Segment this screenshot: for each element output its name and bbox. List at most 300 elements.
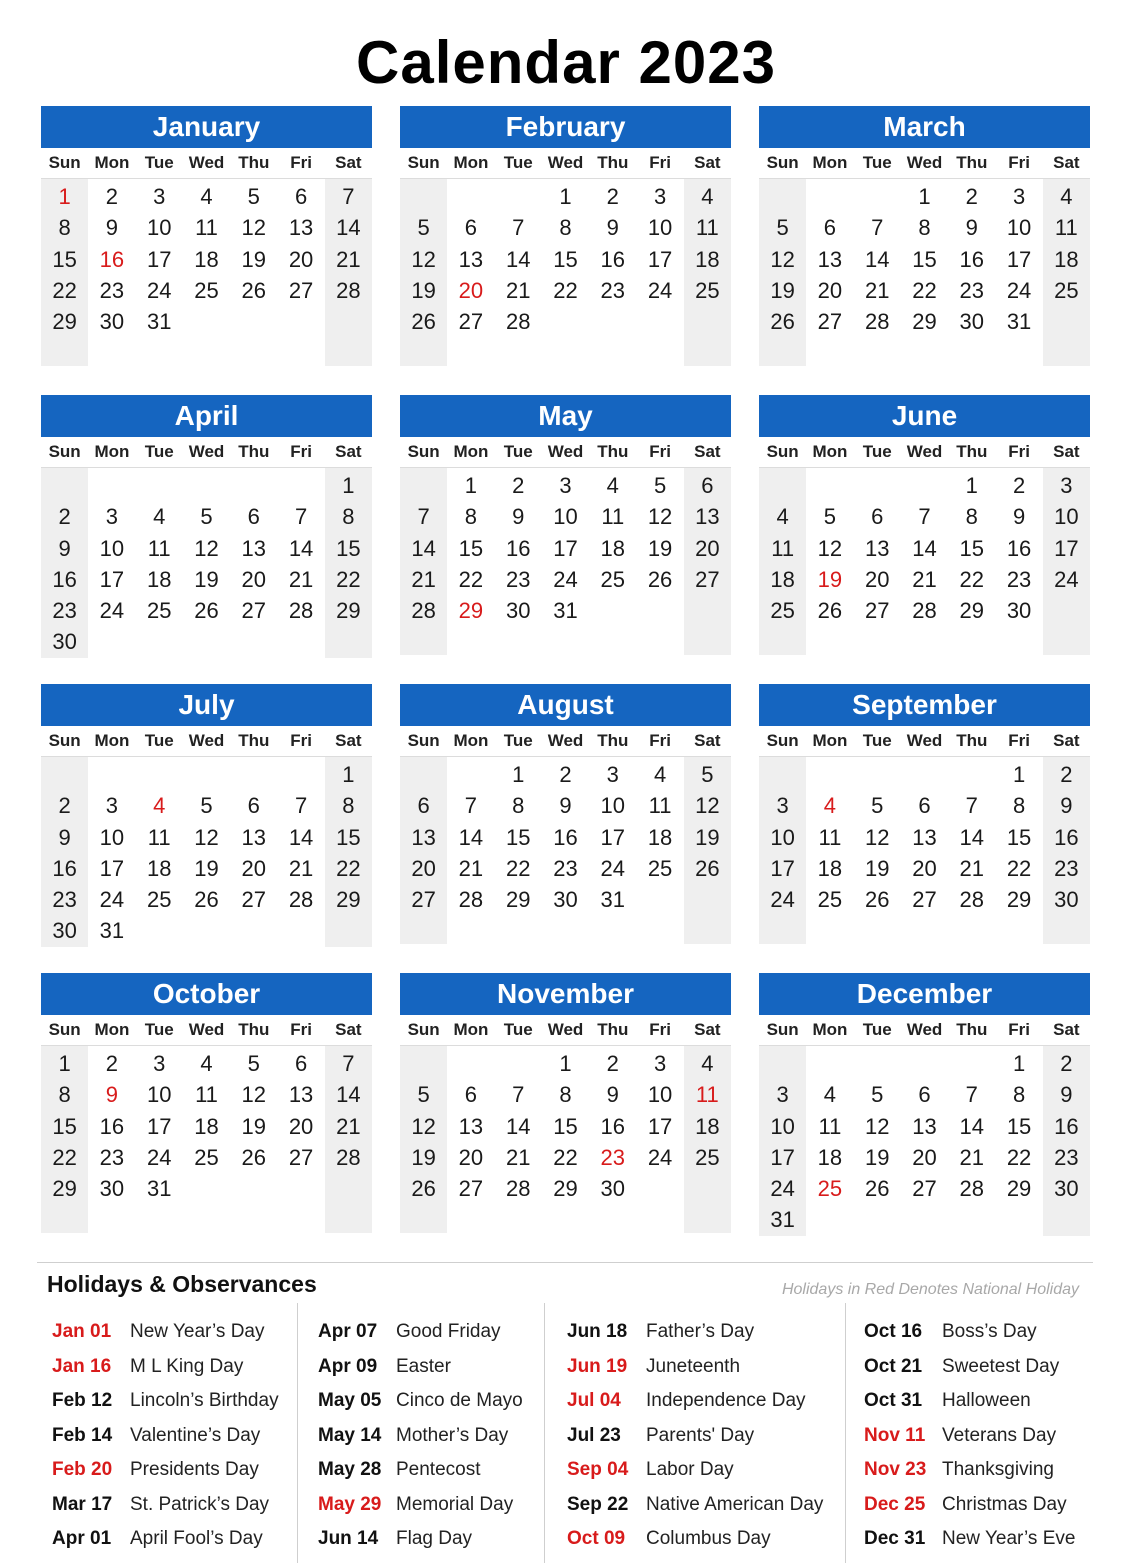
day-cell: 22 [336,855,361,881]
weekday-label: Wed [188,1020,225,1039]
empty-cell [806,470,853,501]
weekday-row [41,148,372,179]
day-cell: 11 [695,1082,719,1108]
day-cell: 16 [959,246,985,272]
holiday-name: Labor Day [646,1459,734,1480]
day-cell: 3 [1012,184,1026,209]
day-cell: 9 [606,215,619,241]
day-cell: 9 [1060,1082,1073,1108]
holiday-row [298,1384,544,1419]
day-cell: 26 [647,566,673,592]
day-cell: 17 [600,824,626,850]
weekday-label: Thu [956,1020,988,1039]
day-cell: 20 [458,1144,484,1170]
holiday-date: Dec 25 [864,1493,926,1515]
day-grid [759,757,1090,944]
weekday-label: Wed [547,731,584,750]
weekday-label: Sun [48,1020,81,1039]
day-cell: 1 [1012,1051,1026,1076]
day-cell: 6 [417,793,430,819]
day-cell: 29 [52,1176,77,1202]
day-cell: 23 [600,277,626,303]
day-cell: 28 [336,277,361,303]
day-cell: 22 [458,566,484,592]
day-cell: 3 [153,184,166,209]
day-cell: 25 [146,887,172,913]
day-cell: 7 [342,184,355,209]
day-cell: 13 [411,824,436,850]
empty-cell [400,759,447,790]
day-cell: 1 [918,184,931,209]
empty-cell [854,181,901,212]
day-cell: 6 [823,215,837,241]
day-cell: 28 [505,309,531,335]
day-cell: 3 [776,1082,789,1108]
month-header: January [41,106,372,148]
weekday-label: Tue [862,1020,892,1039]
weekday-row [759,148,1090,179]
day-cell: 28 [288,598,314,624]
day-cell: 21 [959,1144,985,1170]
weekday-label: Mon [453,442,489,461]
holiday-date: May 14 [318,1424,382,1446]
day-cell: 31 [99,918,125,944]
day-cell: 25 [695,277,720,303]
day-cell: 16 [52,855,77,881]
day-cell: 19 [770,277,795,303]
day-cell: 30 [600,1176,626,1202]
holiday-date: Jul 23 [567,1424,621,1446]
day-cell: 27 [288,1144,314,1170]
day-cell: 4 [153,504,166,530]
day-cell: 20 [817,277,843,303]
day-cell: 21 [912,566,937,592]
day-cell: 6 [918,1082,931,1108]
day-cell: 14 [505,246,531,272]
day-cell: 27 [817,309,843,335]
day-cell: 26 [241,277,267,303]
day-cell: 20 [912,1144,937,1170]
day-cell: 14 [864,246,890,272]
weekday-label: Wed [906,731,943,750]
day-cell: 11 [648,793,672,819]
weekday-label: Thu [597,153,629,172]
day-cell: 2 [58,504,71,530]
weekday-label: Tue [503,731,533,750]
weekday-label: Sun [407,442,440,461]
weekday-label: Tue [144,442,174,461]
day-grid [41,1046,372,1233]
day-cell: 30 [505,598,531,624]
day-cell: 10 [647,215,673,241]
holiday-name: Memorial Day [396,1493,514,1515]
day-grid [759,1046,1090,1236]
month-card-february [400,106,731,366]
day-grid [400,1046,731,1233]
day-cell: 7 [342,1051,355,1076]
day-cell: 20 [912,855,937,881]
holiday-name: Thanksgiving [942,1459,1054,1480]
day-cell: 13 [912,824,937,850]
month-card-april [41,395,372,655]
day-cell: 11 [601,504,625,530]
day-cell: 5 [776,215,789,241]
weekday-label: Mon [453,153,489,172]
empty-cell [447,1048,494,1079]
holiday-date: Apr 09 [318,1355,378,1377]
holiday-name: Pentecost [396,1459,481,1480]
day-cell: 24 [553,566,578,592]
day-cell: 30 [52,918,77,944]
day-cell: 1 [559,1051,572,1076]
day-cell: 18 [817,855,843,881]
day-cell: 9 [105,1082,119,1108]
holiday-name: Columbus Day [646,1528,771,1549]
day-cell: 19 [647,535,673,561]
holiday-name: Presidents Day [130,1459,259,1480]
weekday-label: Thu [238,1020,270,1039]
day-cell: 24 [1006,277,1032,303]
day-cell: 5 [247,1051,260,1076]
holiday-name: Sweetest Day [942,1355,1060,1377]
day-cell: 17 [146,246,172,272]
holiday-date: May 28 [318,1459,382,1480]
day-cell: 13 [817,246,843,272]
day-cell: 3 [606,762,619,787]
day-cell: 4 [776,504,789,530]
day-cell: 18 [194,246,219,272]
weekday-label: Wed [547,153,584,172]
day-cell: 16 [600,1113,626,1139]
day-cell: 27 [864,598,890,624]
day-cell: 7 [464,793,478,819]
day-cell: 25 [1054,277,1079,303]
weekday-label: Sun [48,442,81,461]
day-cell: 17 [1006,246,1032,272]
holiday-row [846,1522,1093,1557]
holiday-name: Veterans Day [942,1424,1057,1446]
holiday-name: Easter [396,1355,451,1377]
day-cell: 21 [336,246,361,272]
weekday-label: Fri [1008,442,1030,461]
holiday-date: Oct 21 [864,1355,923,1377]
day-cell: 10 [99,535,125,561]
day-cell: 2 [606,184,619,209]
day-cell: 1 [58,1051,71,1076]
weekday-label: Sat [335,1020,362,1039]
day-cell: 18 [1054,246,1079,272]
weekday-label: Thu [238,731,270,750]
day-cell: 26 [241,1144,267,1170]
day-cell: 17 [647,1113,673,1139]
weekday-label: Mon [94,153,130,172]
holiday-date: Jan 01 [52,1321,112,1342]
day-cell: 24 [146,277,172,303]
day-cell: 26 [194,598,219,624]
day-cell: 7 [965,1082,978,1108]
holiday-name: Father’s Day [646,1321,755,1342]
day-cell: 31 [770,1207,795,1233]
day-cell: 15 [553,1113,578,1139]
day-cell: 4 [823,793,837,819]
day-cell: 12 [241,215,267,241]
weekday-label: Wed [906,1020,943,1039]
day-cell: 2 [512,473,525,498]
weekday-label: Fri [1008,153,1030,172]
day-cell: 21 [288,855,314,881]
day-cell: 30 [959,309,985,335]
day-cell: 7 [294,504,308,530]
month-header: October [41,973,372,1015]
holiday-name: Parents' Day [646,1424,755,1446]
day-cell: 2 [105,1051,119,1076]
weekday-label: Fri [649,153,671,172]
day-cell: 14 [959,1113,985,1139]
day-cell: 31 [146,309,172,335]
day-cell: 10 [647,1082,673,1108]
weekday-label: Wed [188,153,225,172]
day-cell: 24 [99,598,125,624]
month-header: May [400,395,731,437]
day-cell: 6 [871,504,884,530]
day-cell: 2 [1060,1051,1073,1076]
day-cell: 9 [606,1082,619,1108]
day-cell: 11 [818,824,842,850]
day-cell: 9 [512,504,525,530]
empty-cell [277,759,324,790]
weekday-row [759,437,1090,468]
weekday-label: Wed [906,442,943,461]
holiday-row [545,1419,845,1454]
holiday-column [845,1303,1093,1563]
day-cell: 4 [823,1082,837,1108]
holiday-name: New Year’s Eve [942,1528,1076,1549]
day-cell: 27 [241,598,267,624]
day-cell: 8 [965,504,978,530]
day-cell: 23 [99,277,125,303]
empty-cell [854,759,901,790]
day-cell: 13 [458,246,484,272]
holiday-column [297,1303,544,1563]
holiday-name: Flag Day [396,1528,473,1549]
day-cell: 9 [559,793,572,819]
day-cell: 20 [695,535,720,561]
day-cell: 28 [864,309,890,335]
weekday-label: Sat [694,1020,721,1039]
holiday-row [545,1453,845,1488]
holiday-date: Jun 18 [567,1321,628,1342]
empty-cell [759,1048,806,1079]
day-cell: 5 [871,793,884,819]
day-cell: 29 [336,887,361,913]
day-cell: 3 [559,473,572,498]
holiday-date: Jan 16 [52,1355,112,1377]
empty-cell [183,759,230,790]
weekday-label: Sun [766,153,799,172]
day-cell: 25 [817,887,843,913]
empty-cell [495,181,542,212]
holiday-row [545,1488,845,1523]
day-cell: 25 [600,566,626,592]
weekday-row [41,437,372,468]
day-cell: 25 [647,855,673,881]
day-cell: 25 [194,1144,219,1170]
weekday-row [400,437,731,468]
weekday-label: Fri [1008,1020,1030,1039]
day-cell: 22 [336,566,361,592]
holiday-row [545,1350,845,1385]
weekday-label: Fri [649,442,671,461]
day-cell: 10 [553,504,578,530]
day-cell: 4 [701,184,714,209]
weekday-row [759,1015,1090,1046]
day-cell: 10 [1054,504,1079,530]
empty-cell [136,470,183,501]
day-cell: 25 [770,598,795,624]
day-cell: 18 [817,1144,843,1170]
holiday-date: Feb 12 [52,1390,113,1411]
day-cell: 7 [512,215,525,241]
holiday-date: Oct 31 [864,1390,923,1411]
day-cell: 26 [411,1176,436,1202]
day-cell: 10 [600,793,626,819]
day-cell: 11 [195,1082,218,1108]
day-cell: 31 [553,598,578,624]
day-cell: 9 [105,215,119,241]
day-cell: 23 [959,277,985,303]
day-cell: 19 [241,246,267,272]
day-cell: 25 [146,598,172,624]
day-cell: 16 [505,535,531,561]
day-cell: 14 [505,1113,531,1139]
day-cell: 9 [965,215,978,241]
holiday-row [37,1315,297,1350]
day-cell: 1 [559,184,572,209]
day-cell: 23 [600,1144,626,1170]
day-cell: 7 [965,793,978,819]
day-cell: 17 [99,855,125,881]
holiday-name: St. Patrick’s Day [130,1493,270,1515]
day-cell: 23 [505,566,531,592]
day-cell: 21 [505,277,531,303]
holiday-name: Mother’s Day [396,1424,509,1446]
empty-cell [854,470,901,501]
weekday-label: Sun [766,731,799,750]
day-cell: 7 [512,1082,525,1108]
day-cell: 28 [959,1176,985,1202]
weekday-label: Sat [694,442,721,461]
holiday-date: Apr 07 [318,1321,378,1342]
day-cell: 14 [336,215,361,241]
holiday-row [545,1315,845,1350]
day-cell: 22 [912,277,937,303]
day-cell: 17 [770,855,795,881]
weekday-label: Thu [956,442,988,461]
day-cell: 20 [241,855,267,881]
day-cell: 6 [918,793,931,819]
month-header: April [41,395,372,437]
empty-cell [759,181,806,212]
weekday-label: Thu [238,153,270,172]
day-cell: 28 [505,1176,531,1202]
day-cell: 8 [342,793,355,819]
month-header: June [759,395,1090,437]
day-cell: 21 [959,855,985,881]
empty-cell [400,470,447,501]
day-cell: 26 [770,309,795,335]
day-cell: 26 [864,887,890,913]
weekday-label: Mon [812,442,848,461]
day-cell: 11 [147,535,171,561]
month-card-january [41,106,372,366]
day-cell: 30 [1054,887,1079,913]
holiday-row [37,1488,297,1523]
day-cell: 19 [411,1144,436,1170]
day-cell: 23 [99,1144,125,1170]
day-cell: 19 [864,855,890,881]
holiday-name: Good Friday [396,1321,501,1342]
day-cell: 13 [864,535,890,561]
weekday-label: Thu [956,153,988,172]
holiday-date: Jun 14 [318,1528,379,1549]
day-cell: 12 [411,246,436,272]
day-cell: 22 [52,277,77,303]
day-cell: 14 [336,1082,361,1108]
day-cell: 16 [1006,535,1032,561]
day-cell: 19 [411,277,436,303]
day-cell: 8 [918,215,931,241]
day-grid [41,468,372,658]
empty-cell [759,759,806,790]
month-card-november [400,973,731,1233]
empty-cell [277,470,324,501]
day-cell: 8 [559,1082,572,1108]
day-cell: 20 [411,855,436,881]
weekday-label: Mon [812,153,848,172]
day-cell: 15 [959,535,985,561]
day-cell: 30 [99,1176,125,1202]
day-cell: 2 [559,762,572,787]
weekday-row [41,726,372,757]
month-header: November [400,973,731,1015]
empty-cell [901,759,948,790]
weekday-label: Sat [694,731,721,750]
holiday-date: Sep 04 [567,1459,629,1480]
day-cell: 26 [411,309,436,335]
day-cell: 6 [464,215,478,241]
day-cell: 28 [411,598,436,624]
weekday-label: Fri [290,153,312,172]
day-cell: 30 [553,887,578,913]
weekday-label: Fri [649,1020,671,1039]
day-cell: 26 [864,1176,890,1202]
day-cell: 23 [52,598,77,624]
day-cell: 5 [871,1082,884,1108]
day-cell: 20 [864,566,890,592]
day-cell: 5 [823,504,837,530]
holiday-row [298,1350,544,1385]
day-cell: 12 [695,793,720,819]
holiday-date: Nov 11 [864,1424,926,1446]
holiday-date: Feb 14 [52,1424,113,1446]
day-cell: 15 [336,824,361,850]
weekday-label: Fri [290,1020,312,1039]
empty-cell [495,1048,542,1079]
weekday-label: Mon [94,731,130,750]
holiday-date: Apr 01 [52,1528,112,1549]
day-cell: 1 [512,762,525,787]
holiday-name: Independence Day [646,1390,806,1411]
